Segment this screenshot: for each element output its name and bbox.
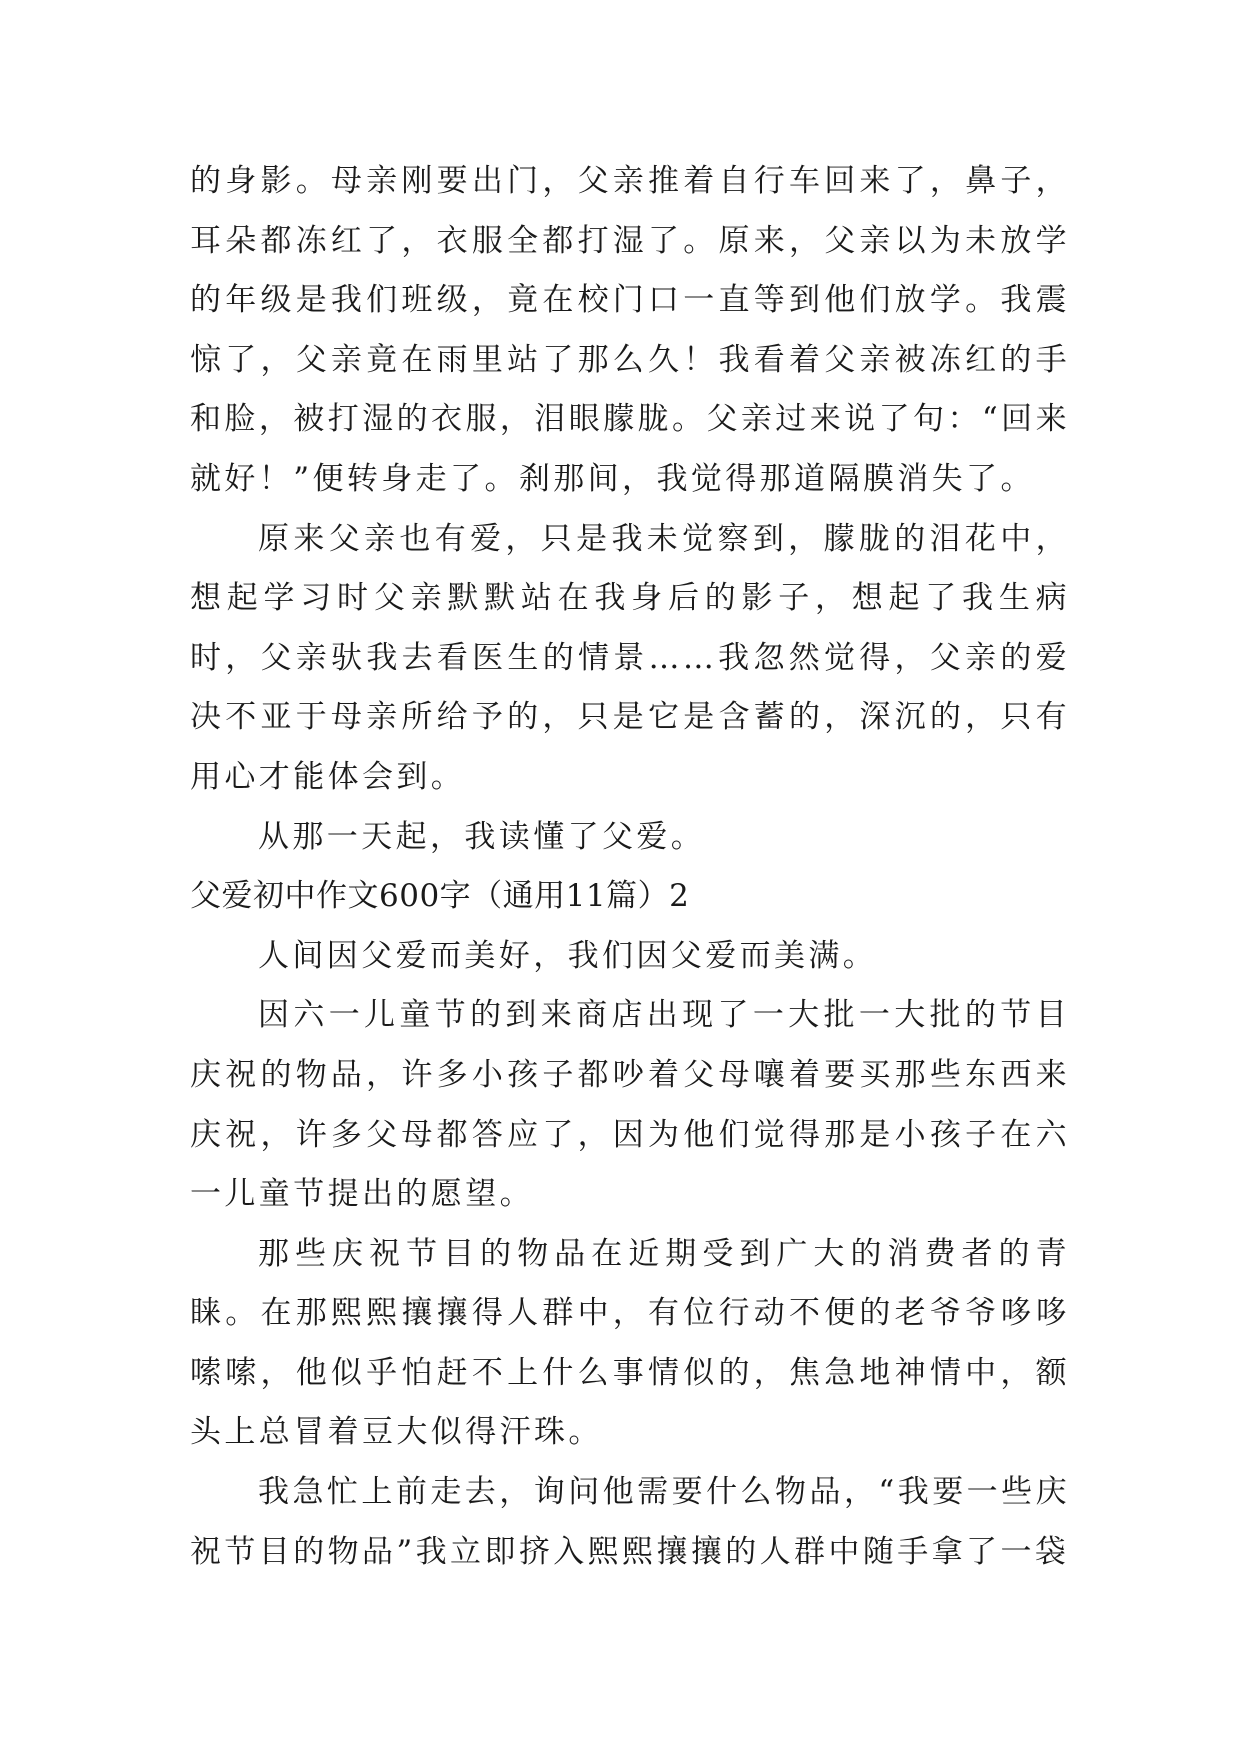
essay-heading: 父爱初中作文600字（通用11篇）2 bbox=[190, 878, 690, 915]
paragraph-7: 我急忙上前走去，询问他需要什么物品，“我要一些庆祝节目的物品”我立即挤入熙熙攘攘的人群中随手拿了一袋 bbox=[190, 1474, 1070, 1570]
paragraph-5: 因六一儿童节的到来商店出现了一大批一大批的节目庆祝的物品，许多小孩子都吵着父母嚷着要买那些东西来庆祝，许多父母都答应了，因为他们觉得那是小孩子在六一儿童节提出的愿望。 bbox=[190, 997, 1070, 1213]
paragraph-4: 人间因父爱而美好，我们因父爱而美满。 bbox=[258, 937, 878, 974]
paragraph-6: 那些庆祝节目的物品在近期受到广大的消费者的青睐。在那熙熙攘攘得人群中，有位行动不便的老爷爷哆哆嗦嗦，他似乎怕赶不上什么事情似的，焦急地神情中，额头上总冒着豆大似得汗珠。 bbox=[190, 1235, 1070, 1451]
paragraph-3: 从那一天起，我读懂了父爱。 bbox=[258, 818, 706, 855]
document-body bbox=[190, 152, 1070, 1582]
paragraph-1: 的身影。母亲刚要出门，父亲推着自行车回来了，鼻子，耳朵都冻红了，衣服全都打湿了。原来，父亲以为未放学的年级是我们班级，竟在校门口一直等到他们放学。我震惊了，父亲竟在雨里站了那么久！我看着父亲被冻红的手和脸，被打湿的衣服，泪眼朦胧。父亲过来说了句：“回来就好！”便转身走了。刹那间，我觉得那道隔膜消失了。 bbox=[190, 163, 1070, 497]
paragraph-2: 原来父亲也有爱，只是我未觉察到，朦胧的泪花中，想起学习时父亲默默站在我身后的影子，想起了我生病时，父亲驮我去看医生的情景……我忽然觉得，父亲的爱决不亚于母亲所给予的，只是它是含蓄的，深沉的，只有用心才能体会到。 bbox=[190, 520, 1070, 795]
